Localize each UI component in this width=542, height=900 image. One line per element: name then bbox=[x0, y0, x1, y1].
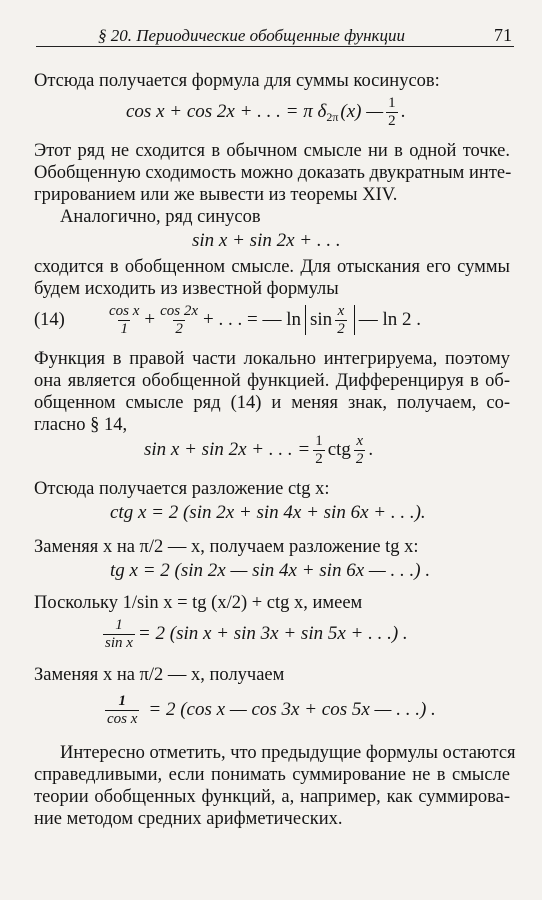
fraction-numerator: x bbox=[356, 432, 363, 449]
paragraph-line: Обобщенную сходимость можно доказать двукратным инте- bbox=[34, 163, 512, 183]
formula-text: sin x + sin 2x + . . . bbox=[192, 230, 341, 251]
fraction-numerator: cos x bbox=[109, 302, 140, 319]
paragraph-line: сходится в обобщенном смысле. Для отыскания его суммы bbox=[34, 257, 510, 277]
paragraph-line: ние методом средних арифметических. bbox=[34, 809, 343, 829]
formula-rhs: = 2 (cos x — cos 3x + cos 5x — . . .) . bbox=[148, 699, 436, 720]
paragraph-line: Интересно отметить, что предыдущие формулы остаются bbox=[60, 743, 516, 763]
formula-text: tg x = 2 (sin 2x — sin 4x + sin 6x — . . .) . bbox=[110, 560, 431, 581]
formula-tg bbox=[34, 558, 510, 584]
paragraph-line: грированием или же вывести из теоремы XIV. bbox=[34, 185, 398, 205]
fraction bbox=[107, 303, 141, 338]
paragraph-line: теории обобщенных функций, а, например, как суммирова- bbox=[34, 787, 510, 807]
paragraph-line: Аналогично, ряд синусов bbox=[60, 207, 261, 227]
fraction-numerator: 1 bbox=[118, 692, 126, 709]
fraction-numerator: 1 bbox=[115, 616, 123, 633]
paragraph-line: Заменяя x на π/2 — x, получаем разложение tg x: bbox=[34, 537, 419, 557]
fraction-denominator: 2 bbox=[355, 450, 364, 467]
paragraph-line: Отсюда получается разложение ctg x: bbox=[34, 479, 330, 499]
formula-sine-series bbox=[34, 226, 510, 256]
formula-tail: — ln 2 . bbox=[358, 309, 421, 330]
fraction-denominator: 2 bbox=[337, 320, 345, 337]
formula-cosine-sum bbox=[34, 92, 510, 132]
formula-text: ctg x = 2 (sin 2x + sin 4x + sin 6x + . . .). bbox=[110, 502, 426, 523]
fraction bbox=[105, 693, 139, 728]
fraction-numerator: cos 2x bbox=[160, 302, 199, 319]
ctg-function: ctg bbox=[327, 439, 351, 460]
formula-mid: + . . . = — ln bbox=[203, 309, 301, 330]
fraction-denominator: 1 bbox=[120, 320, 128, 337]
formula-14 bbox=[34, 300, 510, 340]
plus-sign: + bbox=[144, 309, 156, 330]
fraction-denominator: 2 bbox=[315, 450, 323, 467]
formula-ctg bbox=[34, 500, 510, 526]
paragraph-line: Поскольку 1/sin x = tg (x/2) + ctg x, имеем bbox=[34, 593, 363, 613]
fraction-numerator: x bbox=[337, 302, 345, 319]
formula-rhs: = 2 (sin x + sin 3x + sin 5x + . . .) . bbox=[137, 623, 408, 644]
formula-lhs: cos x + cos 2x + . . . = π δ bbox=[126, 101, 327, 122]
formula-mid: (x) — bbox=[340, 101, 384, 122]
abs-bar-left bbox=[305, 305, 306, 335]
paragraph-line: она является обобщенной функцией. Дифференцируя в об- bbox=[34, 371, 510, 391]
fraction-denominator: 2 bbox=[175, 320, 183, 337]
equation-label: (14) bbox=[34, 309, 65, 330]
fraction-denominator: 2 bbox=[388, 112, 396, 129]
formula-end: . bbox=[368, 439, 374, 460]
paragraph-line: Отсюда получается формула для суммы косинусов: bbox=[34, 71, 440, 91]
fraction-numerator: 1 bbox=[388, 94, 396, 111]
paragraph-line: Функция в правой части локально интегрируема, поэтому bbox=[34, 349, 510, 369]
paragraph-line: Заменяя x на π/2 — x, получаем bbox=[34, 665, 285, 685]
paragraph-line: Этот ряд не сходится в обычном смысле ни в одной точке. bbox=[34, 141, 510, 161]
abs-bar-right bbox=[354, 305, 355, 335]
fraction bbox=[158, 303, 200, 338]
running-header bbox=[36, 24, 514, 47]
sin-function: sin bbox=[310, 309, 333, 330]
fraction-numerator: 1 bbox=[315, 432, 323, 449]
formula-lhs: sin x + sin 2x + . . . = bbox=[144, 439, 311, 460]
fraction bbox=[103, 617, 135, 652]
page-number: 71 bbox=[494, 25, 512, 45]
fraction bbox=[313, 433, 325, 468]
fraction bbox=[354, 433, 366, 468]
fraction-denominator: cos x bbox=[107, 710, 138, 727]
formula-end: . bbox=[400, 101, 406, 122]
fraction bbox=[386, 95, 398, 130]
paragraph-line: будем исходить из известной формулы bbox=[34, 279, 339, 299]
fraction bbox=[335, 303, 347, 338]
paragraph-line: общенном смысле ряд (14) и меняя знак, получаем, со- bbox=[34, 393, 510, 413]
paragraph-line: гласно § 14, bbox=[34, 415, 128, 435]
formula-reciprocal-cos bbox=[34, 690, 510, 730]
formula-subscript: 2π bbox=[326, 109, 339, 124]
formula-reciprocal-sin bbox=[34, 614, 510, 654]
fraction-denominator: sin x bbox=[105, 634, 133, 651]
formula-sine-sum bbox=[34, 430, 510, 470]
section-title: § 20. Периодические обобщенные функции bbox=[98, 26, 406, 45]
paragraph-line: справедливыми, если понимать суммирование не в смысле bbox=[34, 765, 510, 785]
